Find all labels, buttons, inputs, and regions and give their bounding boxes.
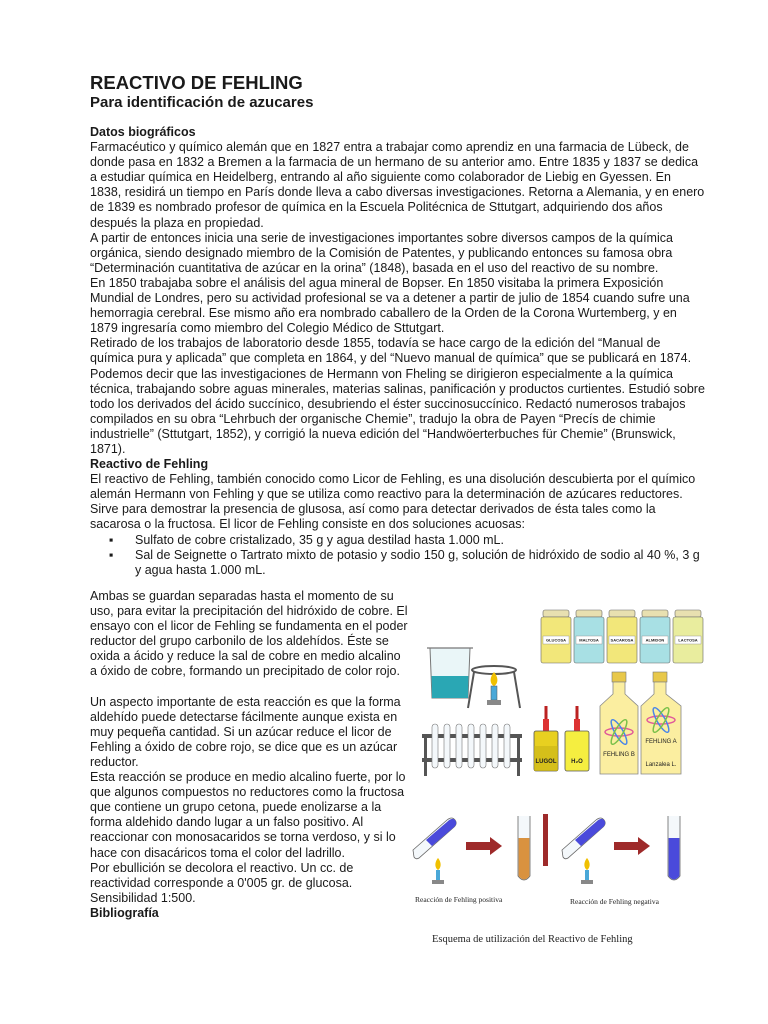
reagent-jar xyxy=(574,610,604,663)
document-title: REACTIVO DE FEHLING xyxy=(90,72,303,93)
reagent-jar xyxy=(640,610,670,663)
bottle-label: H₂O xyxy=(571,759,583,765)
lugol-bottle xyxy=(534,706,558,771)
jar-label: GLUCOSA xyxy=(546,637,566,643)
bullet-icon: ▪ xyxy=(109,532,114,547)
document-subtitle: Para identificación de azucares xyxy=(90,94,314,111)
list-item-text: Sal de Seignette o Tartrato mixto de potasio y sodio 150 g, solución de hidróxido de sodio al 40 %, 3 g y agua hasta 1.000 mL. xyxy=(135,547,700,577)
list-item-text: Sulfato de cobre cristalizado, 35 g y agua destilad hasta 1.000 mL. xyxy=(135,532,504,547)
reactivo-paragraph: Sirve para demostrar la presencia de glusosa, así como para detectar derivados de ésta tales como la sacarosa o la fructosa. El licor de Fehling consiste en dos soluciones acuosas: xyxy=(90,502,656,532)
reagent-jar xyxy=(607,610,637,663)
body-paragraph: Esta reacción se produce en medio alcalino fuerte, por lo que algunos compuestos no reductores como la fructosa que contiene un grupo cetona, puede enolizarse a la forma aldehido dando lugar a un falso positivo. Al reaccionar con monosacaridos se torna verdoso, y si lo hace con disacáricos toma el color del ladrillo. xyxy=(90,770,406,860)
maker-label: Lanzalea L. xyxy=(645,762,677,768)
caption-positive: Reacción de Fehling positiva xyxy=(415,895,503,904)
flask-label: FEHLING A xyxy=(645,739,677,745)
bibliography-heading: Bibliografía xyxy=(90,905,159,920)
bio-paragraph: Farmacéutico y químico alemán que en 1827 entra a trabajar como aprendiz en una farmacia de Lübeck, de donde pasa en 1832 a Bremen a la farmacia de un hermano de su anterior amo. Entre 1835 y 1837 se dedica a estudiar química en Heidelberg, entrando al año siguiente como colaborador de Liebig en Gyessen. En 1838, residirá un tiempo en París donde lleva a cabo diversas investigaciones. Retorna a Alemania, y en enero de 1839 es nombrado profesor de química en la Escuela Politécnica de Sttutgart, adquiriendo dos años después la plaza en propiedad. xyxy=(90,140,705,230)
test-tube-rack xyxy=(422,724,522,776)
bio-paragraph: Retirado de los trabajos de laboratorio desde 1855, todavía se hace cargo de la edición del “Manual de química pura y aplicada” que completa en 1864, y del “Nuevo manual de química” que se publicará en 1874. Podemos decir que las investigaciones de Hermann von Fheling se dirigieron especialmente a la química técnica, trabajando sobre aguas minerales, materias salinas, panificación y productos curtientes. Estudió sobre todo los derivados del ácido succínico, desubriendo el éster succinosuccínico. Redactó numerosos trabajos compilados en su obra “Lehrbuch der organische Chemie”, tradujo la obra de Payen “Precís de chimie industrielle” (Sttutgart, 1852), y corrigió la nueva edición del “Handwöerterbuches für Chemie” (Brunswick, 1871). xyxy=(90,336,705,456)
figure-caption: Esquema de utilización del Reactivo de Fehling xyxy=(432,934,633,945)
list-item xyxy=(90,533,705,548)
list-item xyxy=(90,548,705,578)
result-divider xyxy=(543,814,548,866)
body-paragraph: Un aspecto importante de esta reacción es que la forma aldehído puede detectarse fácilmente aunque exista en muy pequeña cantidad. Si un azúcar reduce el licor de Fehling a óxido de cobre rojo, se dice que es un azúcar reductor. xyxy=(90,694,401,769)
arrow-shaft xyxy=(466,842,490,850)
water-bottle xyxy=(565,706,589,771)
jar-label: MALTOSA xyxy=(579,637,599,643)
reagent-jars xyxy=(541,610,703,663)
fehling-solution xyxy=(426,819,456,846)
brick-precipitate xyxy=(519,838,530,880)
tripod-stand xyxy=(468,666,520,708)
caption-negative: Reacción de Fehling negativa xyxy=(570,897,659,906)
main-text xyxy=(90,125,705,578)
reagent-jar xyxy=(541,610,571,663)
fehling-a-flask xyxy=(641,672,681,774)
body-paragraph: Ambas se guardan separadas hasta el momento de su uso, para evitar la precipitación del hidróxido de cobre. El ensayo con el licor de Fehling se fundamenta en el poder reductor del grupo carbonilo de los aldehídos. Éste se oxida a ácido y reduce la sal de cobre en medio alcalino a óxido de cobre, formando un precipitado de color rojo. xyxy=(90,589,408,679)
left-column-text xyxy=(90,589,408,921)
fehling-b-flask xyxy=(600,672,638,774)
arrow-head-icon xyxy=(638,837,650,855)
flask-label: FEHLING B xyxy=(603,752,635,758)
reactivo-paragraph: El reactivo de Fehling, también conocido como Licor de Fehling, es una disolución descubierta por el químico alemán Hermann von Fehling y que se utiliza como reactivo para la determinación de azúcares reductores. xyxy=(90,472,696,502)
jar-label: LACTOSA xyxy=(678,637,698,643)
jar-label: ALMIDON xyxy=(645,637,665,643)
arrow-shaft xyxy=(614,842,638,850)
bio-heading: Datos biográficos xyxy=(90,125,196,139)
positive-reaction xyxy=(413,816,530,884)
body-paragraph: Sensibilidad 1:500. xyxy=(90,890,196,905)
fehling-solution xyxy=(575,819,605,846)
flame-icon xyxy=(584,858,589,870)
bio-paragraph: A partir de entonces inicia una serie de investigaciones importantes sobre diversos campos de la química orgánica, siendo designado miembro de la Comisión de Patentes, y publicando entonces su famosa obra “Determinación cuantitativa de azúcar en la orina” (1848), basada en el uso del reactivo de su nombre. xyxy=(90,230,673,275)
bio-paragraph: En 1850 trabajaba sobre el análisis del agua mineral de Bopser. En 1850 visitaba la primera Exposición Mundial de Londres, pero su actividad profesional se va a detener a partir de julio de 1854 cuando sufre una hemorragia cerebral. Ese mismo año era nombrado caballero de la Orden de la Corona Wurtemberg, y en 1879 ingresaría como miembro del Colegio Médico de Sttutgart. xyxy=(90,275,690,336)
reagent-jar xyxy=(673,610,703,663)
body-paragraph: Por ebullición se decolora el reactivo. Un cc. de reactividad corresponde a 0'005 gr. de glucosa. xyxy=(90,860,354,890)
fehling-diagram-svg xyxy=(410,606,710,951)
negative-reaction xyxy=(562,816,680,884)
fehling-diagram xyxy=(410,606,710,951)
arrow-head-icon xyxy=(490,837,502,855)
flame-icon xyxy=(435,858,440,870)
bottle-label: LUGOL xyxy=(535,759,557,765)
reactivo-heading: Reactivo de Fehling xyxy=(90,457,209,472)
jar-label: SACAROSA xyxy=(610,637,634,643)
fehling-solution xyxy=(669,838,680,880)
beaker xyxy=(427,648,473,698)
bullet-icon: ▪ xyxy=(109,547,114,562)
solution-list xyxy=(90,533,705,578)
paragraph-spacer xyxy=(90,680,408,695)
